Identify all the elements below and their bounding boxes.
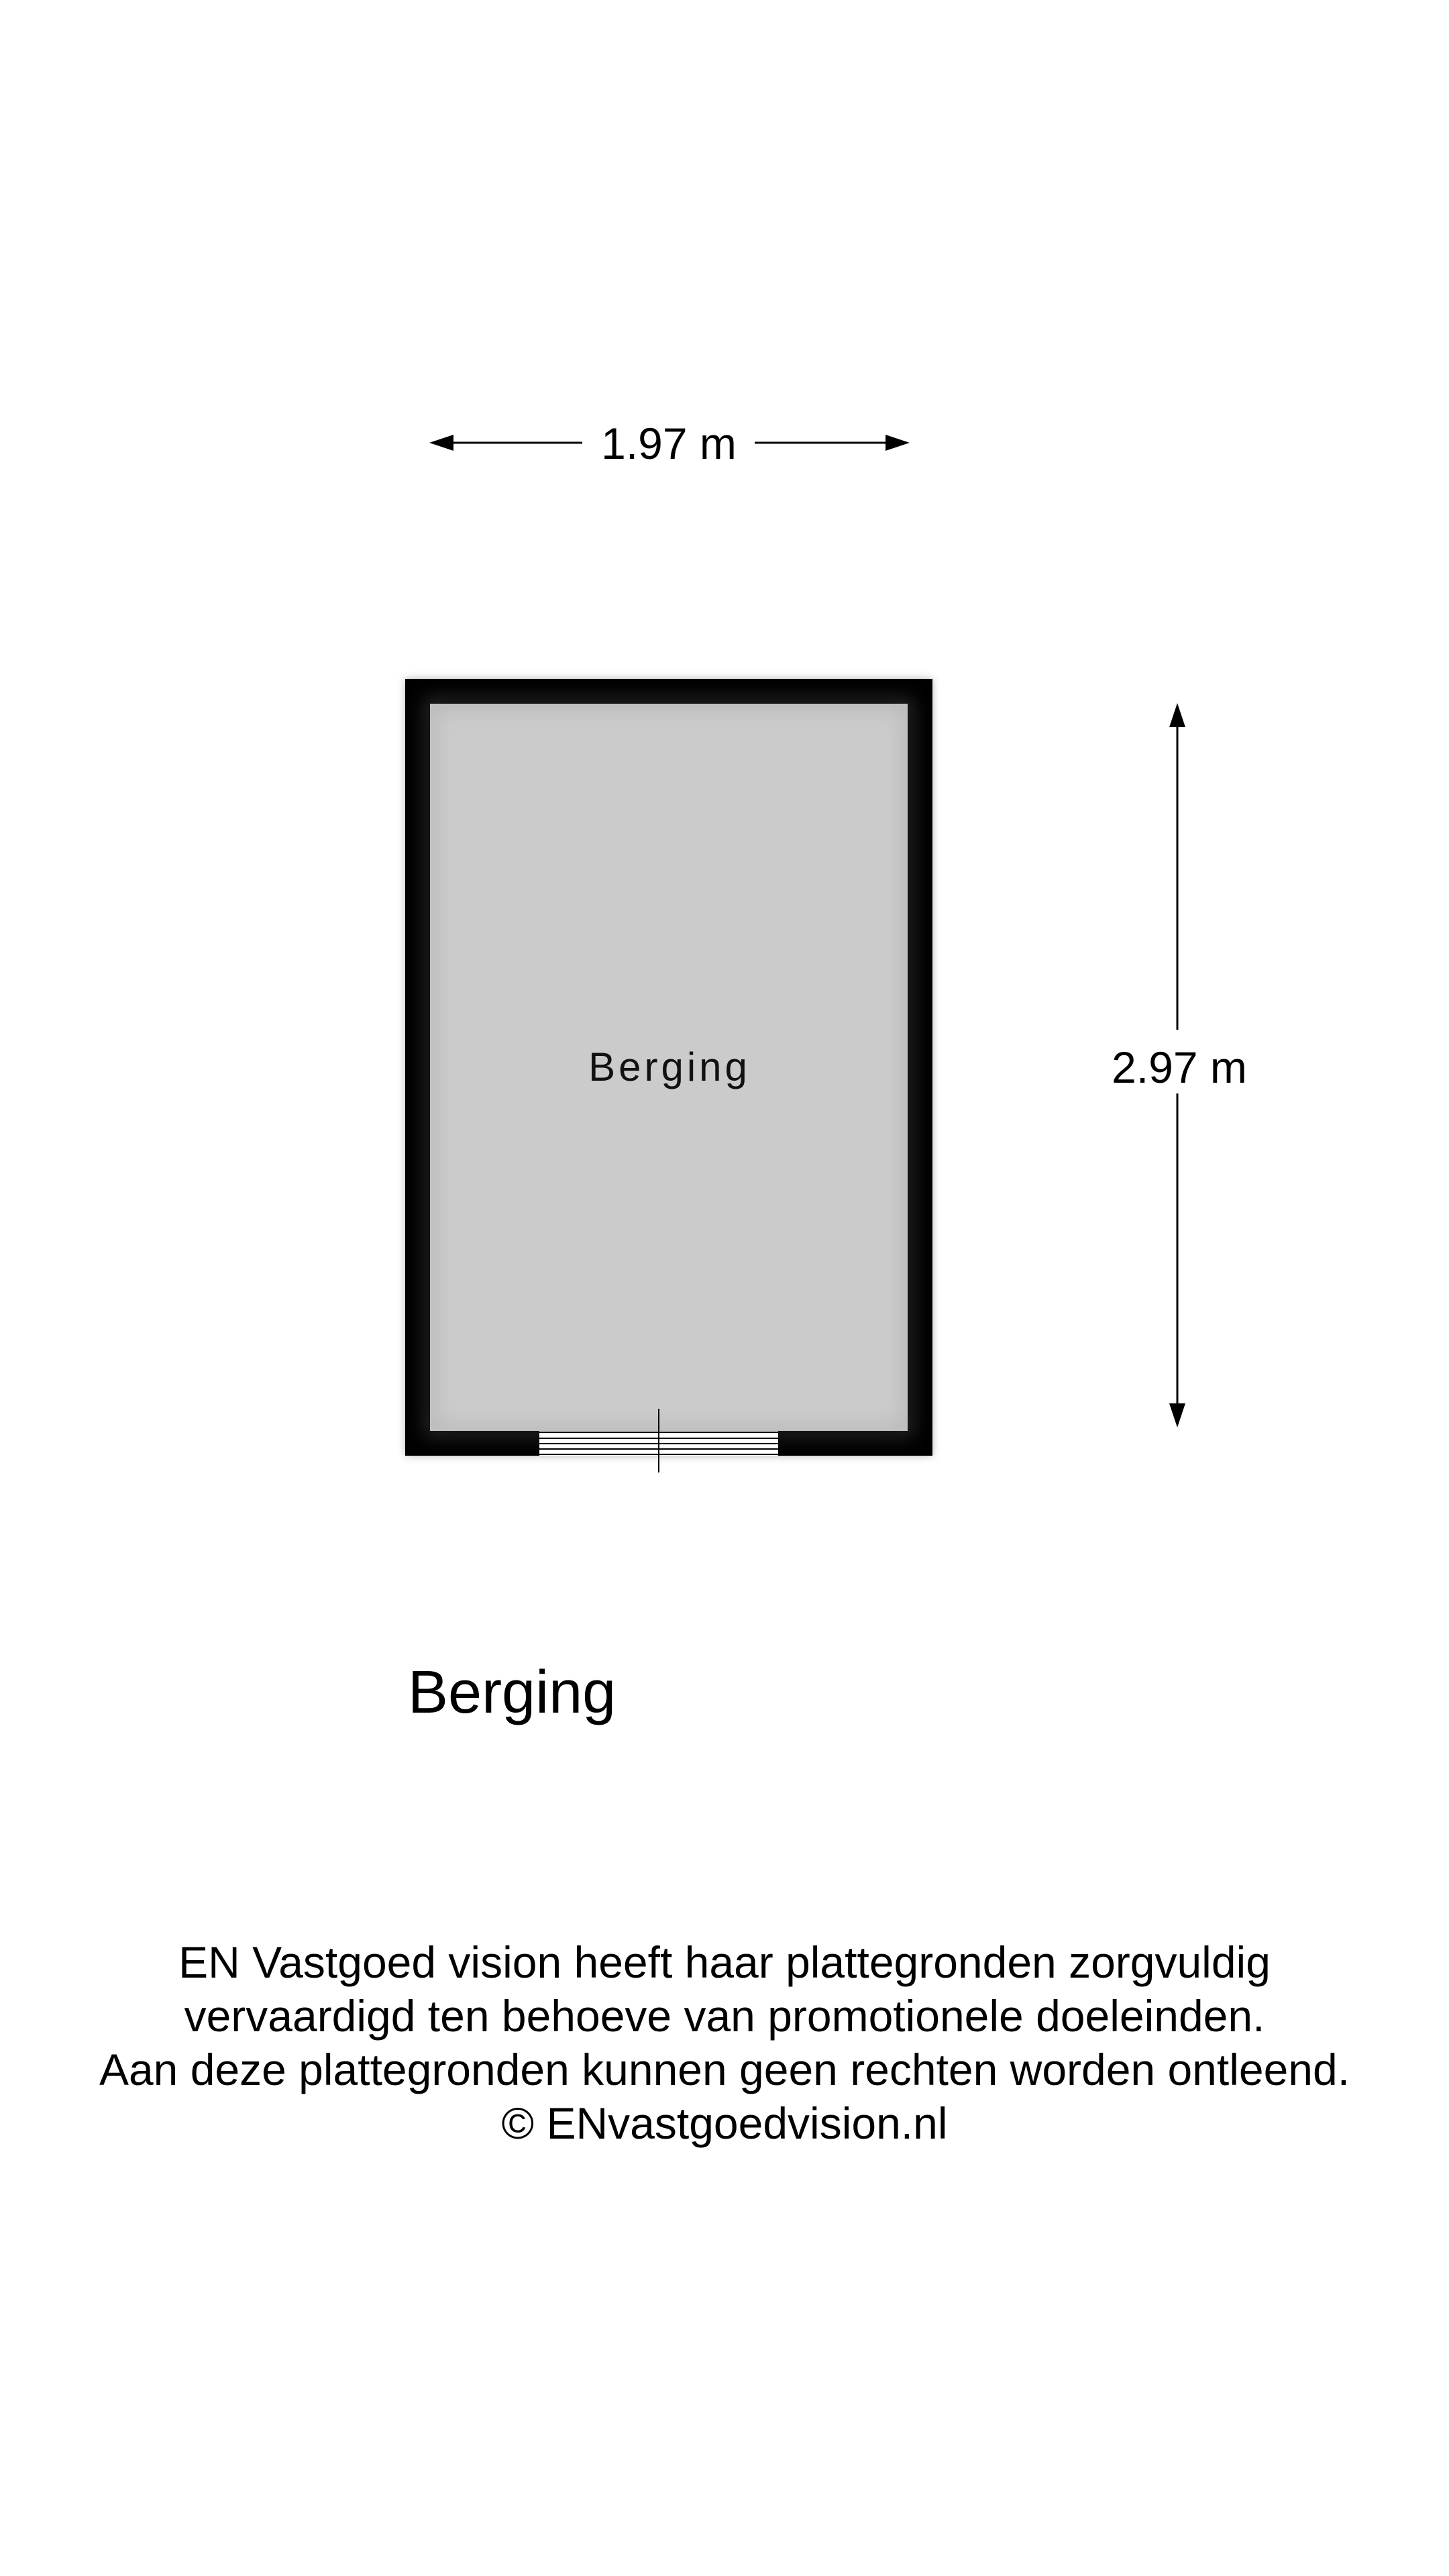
disclaimer-line: Aan deze plattegronden kunnen geen rechten worden ontleend. (99, 2045, 1350, 2094)
disclaimer-line: EN Vastgoed vision heeft haar plattegronden zorgvuldig (178, 1937, 1271, 1987)
arrow-up-icon (1169, 703, 1185, 727)
floor-title: Berging (408, 1659, 616, 1726)
disclaimer (0, 1935, 1449, 2150)
disclaimer-line: vervaardigd ten behoeve van promotionele doeleinden. (184, 1991, 1265, 2041)
room-label: Berging (588, 1044, 751, 1089)
arrow-down-icon (1169, 1403, 1185, 1428)
width-dimension (429, 419, 910, 468)
length-dimension (1112, 703, 1247, 1428)
arrow-right-icon (885, 435, 910, 451)
length-dimension-label: 2.97 m (1112, 1042, 1247, 1092)
arrow-left-icon (429, 435, 453, 451)
copyright-line: © ENvastgoedvision.nl (501, 2098, 948, 2148)
width-dimension-label: 1.97 m (601, 419, 737, 468)
room-berging (405, 679, 932, 1472)
